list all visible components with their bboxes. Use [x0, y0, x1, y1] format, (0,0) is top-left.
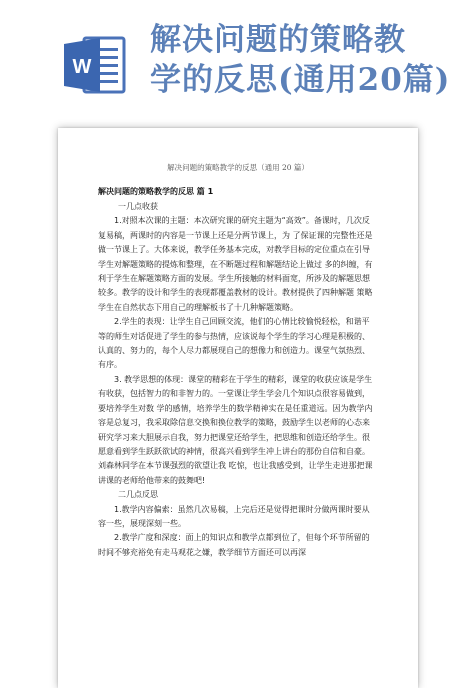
banner-title-line-1: 解决问题的策略教	[150, 22, 406, 58]
paragraph: 1.对照本次课的主题：本次研究课的研究主题为“高效”。备课时，几次反复易稿，两课时的内容是一节课上还是分两节课上，为 了保证课的完整性还是做一节课上了。大体来说，教学任务基本完成，对教学目标的定位重点在引导学生对解题策略的提炼和整理，在不断题过程和解题结论上做过 多的纠缠，有利于学生在解题策略方面的发展。学生所接触的材料面宽，所涉及的解题思想较多。教学的设计和学生的表现都覆盖教材的设计。教材提供了四种解题 策略学生在自然状态下用自己的理解板书了十几种解题策略。	[98, 216, 373, 312]
section-heading: 二几点反思	[118, 490, 158, 500]
paragraph: 1.教学内容偏索：虽然几次易稿，上完后还是觉得把课时分做两课时要从容一些，展现深刻一些。	[98, 504, 370, 528]
word-doc-icon	[62, 32, 128, 98]
document-title: 解决问题的策略教学的反思 篇 1	[98, 187, 214, 196]
word-icon-letter: W	[72, 56, 92, 78]
running-head: 解决问题的策略教学的反思（通用 20 篇）	[167, 163, 309, 172]
paragraph: 2.教学广度和深度：面上的知识点和教学点都到位了，但每个环节所留的时间不够充裕免有走马观花之嫌，教学细节方面还可以再深	[98, 533, 370, 557]
document-page	[58, 128, 418, 688]
paragraph: 3. 教学思想的体现：课堂的精彩在于学生的精彩，课堂的收获应该是学生有收获，包括智力的和非智力的。一堂课让学生学会几个知识点很容易做到，要培养学生对数 学的感情，培养学生的数学精神实在是任重道远。因为教学内容是总复习，我采取除信息交换和换位教学的策略，鼓励学生以老师的心态来研究学习来大胆展示自我，努力把课堂还给学生，把思维和创造还给学生。很愿意看到学生跃跃欲试的神情，很高兴看到学生冲上讲台的那份自信和自豪。刘森林同学在本节课强烈的欲望让我 吃惊，也让我感受到，让学生走进那把课讲课的老师给他带来的鼓舞吧!	[98, 374, 373, 485]
document-body	[98, 200, 374, 560]
paragraph: 2.学生的表现：让学生自己回顾交流，他们的心情比较愉悦轻松，和谐平等的师生对话促进了学生的参与热情，应该说每个学生的学习心理是积极的、认真的、努力的，每个人尽力都展现自己的想像力和创造力。课堂气氛热烈、 有序。	[98, 317, 370, 370]
banner-title-line-2: 学的反思(通用20篇)	[150, 62, 451, 98]
section-heading: 一几点收获	[118, 202, 158, 211]
banner-title	[150, 20, 466, 100]
banner	[0, 0, 474, 120]
